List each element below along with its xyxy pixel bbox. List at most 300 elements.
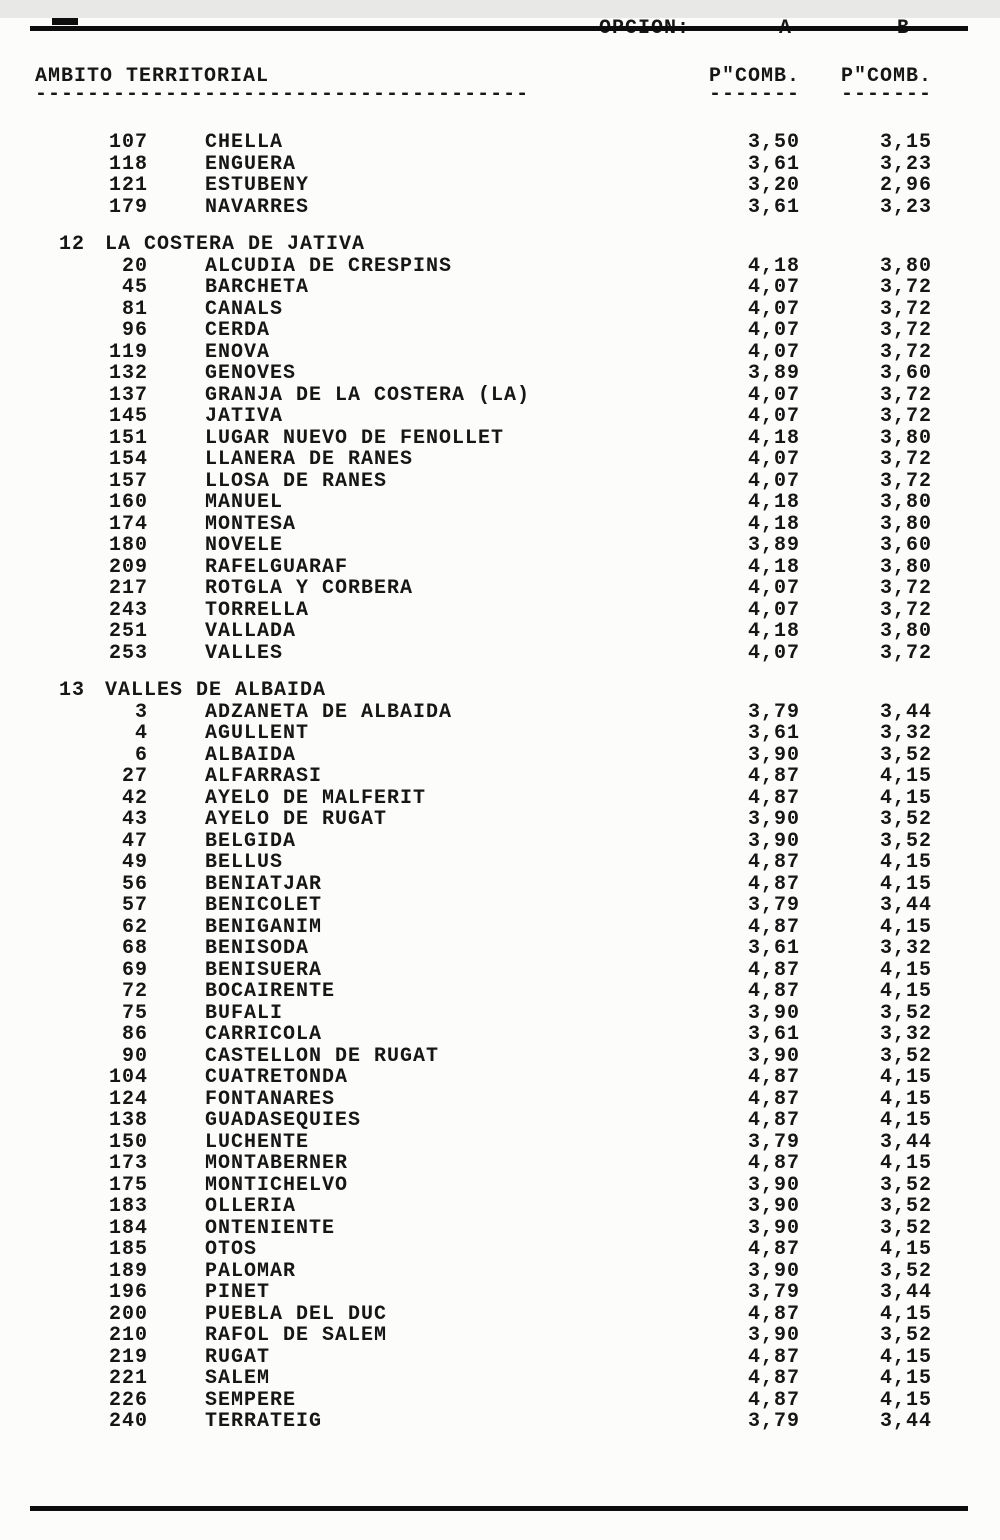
table-row	[35, 938, 932, 960]
value-option-b: 4,15	[879, 765, 932, 788]
value-option-b: 3,23	[879, 195, 932, 219]
table-row	[35, 1003, 932, 1025]
table-row	[35, 600, 932, 622]
municipality-code: 27	[121, 765, 148, 788]
municipality-name: LLANERA DE RANES	[205, 448, 414, 471]
municipality-name: BARCHETA	[205, 276, 310, 299]
municipality-code: 137	[108, 383, 148, 407]
municipality-name: MONTICHELVO	[205, 1173, 349, 1197]
table-row	[35, 981, 932, 1003]
value-option-a: 4,07	[747, 276, 800, 299]
municipality-name: OTOS	[205, 1238, 258, 1261]
municipality-name: ADZANETA DE ALBAIDA	[205, 700, 453, 724]
value-option-b: 3,60	[879, 362, 932, 385]
value-option-a: 4,07	[747, 641, 800, 665]
municipality-name: AYELO DE MALFERIT	[205, 786, 427, 810]
table-row	[35, 1175, 932, 1197]
value-option-b: 3,72	[879, 405, 932, 428]
table-row	[35, 745, 932, 767]
value-option-a: 3,89	[747, 534, 800, 557]
value-option-a: 4,87	[747, 1302, 800, 1326]
table-row	[35, 1024, 932, 1046]
table-row	[35, 320, 932, 342]
table-row	[35, 514, 932, 536]
value-option-b: 3,52	[879, 1259, 932, 1283]
municipality-name: ENOVA	[205, 340, 271, 364]
table-row	[35, 449, 932, 471]
table-row	[35, 643, 932, 665]
municipality-name: MONTABERNER	[205, 1152, 349, 1175]
value-option-b: 3,72	[879, 383, 932, 407]
col-b-underline: -------	[840, 83, 932, 106]
value-option-b: 3,32	[879, 1023, 932, 1046]
municipality-code: 96	[121, 319, 148, 342]
value-option-a: 4,87	[747, 1238, 800, 1261]
table-row	[35, 1067, 932, 1089]
table-row	[35, 621, 932, 643]
value-option-b: 3,52	[879, 1216, 932, 1240]
table-row	[35, 831, 932, 853]
value-option-a: 4,87	[747, 980, 800, 1003]
value-option-a: 3,79	[747, 1410, 800, 1433]
municipality-code: 47	[121, 829, 148, 853]
municipality-code: 179	[108, 195, 148, 219]
municipality-name: ROTGLA Y CORBERA	[205, 577, 414, 600]
municipality-name: MANUEL	[205, 491, 284, 514]
value-option-a: 3,61	[747, 722, 800, 745]
value-option-a: 4,87	[747, 958, 800, 982]
municipality-name: LLOSA DE RANES	[205, 469, 388, 493]
value-option-b: 3,80	[879, 555, 932, 579]
group-code: 13	[58, 679, 85, 702]
table-row	[35, 1390, 932, 1412]
value-option-a: 3,90	[747, 1324, 800, 1347]
table-row	[35, 809, 932, 831]
value-option-b: 4,15	[879, 958, 932, 982]
table-row	[35, 175, 932, 197]
municipality-name: ENGUERA	[205, 152, 297, 176]
value-option-b: 3,52	[879, 808, 932, 831]
value-option-b: 3,52	[879, 1195, 932, 1218]
table-row	[35, 1282, 932, 1304]
municipality-code: 3	[134, 700, 148, 724]
territory-table	[35, 132, 932, 1433]
value-option-a: 4,87	[747, 1087, 800, 1111]
value-option-b: 4,15	[879, 980, 932, 1003]
value-option-a: 4,87	[747, 1388, 800, 1412]
value-option-b: 3,80	[879, 254, 932, 278]
value-option-a: 4,87	[747, 1345, 800, 1369]
municipality-code: 180	[108, 534, 148, 557]
municipality-name: TORRELLA	[205, 598, 310, 622]
value-option-b: 3,72	[879, 319, 932, 342]
value-option-b: 4,15	[879, 915, 932, 939]
value-option-b: 3,52	[879, 1173, 932, 1197]
table-row	[35, 1325, 932, 1347]
municipality-name: BENIGANIM	[205, 915, 323, 939]
municipality-name: OLLERIA	[205, 1195, 297, 1218]
municipality-name: PUEBLA DEL DUC	[205, 1302, 388, 1326]
municipality-name: VALLADA	[205, 620, 297, 643]
table-row	[35, 299, 932, 321]
table-row	[35, 960, 932, 982]
municipality-name: LUGAR NUEVO DE FENOLLET	[205, 426, 505, 450]
value-option-a: 4,18	[747, 254, 800, 278]
municipality-code: 62	[121, 915, 148, 939]
municipality-code: 4	[134, 722, 148, 745]
value-option-b: 3,44	[879, 1410, 932, 1433]
value-option-b: 4,15	[879, 1066, 932, 1089]
municipality-code: 184	[108, 1216, 148, 1240]
group-code: 12	[58, 233, 85, 256]
column-underline-row	[35, 83, 932, 106]
municipality-name: NAVARRES	[205, 195, 310, 219]
municipality-name: BELGIDA	[205, 829, 297, 853]
col-b-header: P"COMB.	[840, 64, 932, 88]
scan-artifact	[52, 18, 78, 25]
group-header	[35, 680, 932, 702]
table-row	[35, 154, 932, 176]
table-row	[35, 702, 932, 724]
value-option-b: 3,80	[879, 620, 932, 643]
municipality-code: 121	[108, 174, 148, 197]
value-option-b: 3,80	[879, 512, 932, 536]
value-option-b: 3,72	[879, 448, 932, 471]
value-option-b: 4,15	[879, 1388, 932, 1412]
table-row	[35, 895, 932, 917]
value-option-b: 3,52	[879, 743, 932, 767]
value-option-a: 3,90	[747, 1195, 800, 1218]
table-row	[35, 1132, 932, 1154]
municipality-code: 154	[108, 448, 148, 471]
value-option-b: 3,44	[879, 1130, 932, 1154]
municipality-code: 119	[108, 340, 148, 364]
municipality-code: 174	[108, 512, 148, 536]
value-option-a: 3,20	[747, 174, 800, 197]
value-option-a: 3,61	[747, 937, 800, 960]
municipality-name: RAFOL DE SALEM	[205, 1324, 388, 1347]
municipality-code: 196	[108, 1281, 148, 1304]
value-option-a: 3,61	[747, 1023, 800, 1046]
value-option-b: 3,80	[879, 426, 932, 450]
table-row	[35, 874, 932, 896]
municipality-name: NOVELE	[205, 534, 284, 557]
value-option-b: 3,44	[879, 894, 932, 917]
municipality-code: 118	[108, 152, 148, 176]
municipality-name: PINET	[205, 1281, 271, 1304]
municipality-code: 145	[108, 405, 148, 428]
value-option-a: 4,87	[747, 1152, 800, 1175]
municipality-code: 132	[108, 362, 148, 385]
municipality-code: 45	[121, 276, 148, 299]
municipality-code: 57	[121, 894, 148, 917]
value-option-a: 3,90	[747, 1001, 800, 1025]
municipality-name: SALEM	[205, 1367, 271, 1390]
value-option-b: 4,15	[879, 1302, 932, 1326]
municipality-code: 42	[121, 786, 148, 810]
municipality-code: 253	[108, 641, 148, 665]
value-option-a: 4,87	[747, 915, 800, 939]
table-row	[35, 385, 932, 407]
municipality-code: 209	[108, 555, 148, 579]
value-option-b: 3,72	[879, 276, 932, 299]
municipality-name: BELLUS	[205, 851, 284, 874]
municipality-code: 175	[108, 1173, 148, 1197]
value-option-a: 4,87	[747, 786, 800, 810]
value-option-a: 4,07	[747, 448, 800, 471]
value-option-a: 4,07	[747, 340, 800, 364]
table-row	[35, 1196, 932, 1218]
value-option-a: 4,18	[747, 555, 800, 579]
municipality-name: BUFALI	[205, 1001, 284, 1025]
value-option-a: 3,90	[747, 808, 800, 831]
municipality-code: 107	[108, 131, 148, 154]
municipality-name: RUGAT	[205, 1345, 271, 1369]
municipality-name: BOCAIRENTE	[205, 980, 336, 1003]
value-option-a: 3,90	[747, 1216, 800, 1240]
top-rule	[30, 26, 968, 31]
value-option-b: 3,72	[879, 577, 932, 600]
value-option-a: 4,87	[747, 1109, 800, 1132]
table-row	[35, 766, 932, 788]
municipality-code: 138	[108, 1109, 148, 1132]
value-option-b: 3,52	[879, 1324, 932, 1347]
municipality-name: VALLES	[205, 641, 284, 665]
municipality-name: JATIVA	[205, 405, 284, 428]
municipality-code: 81	[121, 297, 148, 321]
value-option-b: 3,72	[879, 598, 932, 622]
municipality-code: 217	[108, 577, 148, 600]
value-option-a: 4,07	[747, 577, 800, 600]
value-option-b: 3,72	[879, 340, 932, 364]
table-row	[35, 1411, 932, 1433]
value-option-b: 3,32	[879, 722, 932, 745]
municipality-code: 185	[108, 1238, 148, 1261]
table-row	[35, 535, 932, 557]
municipality-name: ALCUDIA DE CRESPINS	[205, 254, 453, 278]
table-row	[35, 256, 932, 278]
value-option-a: 4,07	[747, 297, 800, 321]
value-option-b: 3,15	[879, 131, 932, 154]
table-row	[35, 363, 932, 385]
value-option-b: 2,96	[879, 174, 932, 197]
municipality-name: AYELO DE RUGAT	[205, 808, 388, 831]
table-row	[35, 1347, 932, 1369]
value-option-a: 4,07	[747, 405, 800, 428]
value-option-b: 3,23	[879, 152, 932, 176]
value-option-a: 4,87	[747, 1367, 800, 1390]
municipality-name: CUATRETONDA	[205, 1066, 349, 1089]
municipality-name: CHELLA	[205, 131, 284, 154]
table-row	[35, 1239, 932, 1261]
value-option-a: 4,18	[747, 426, 800, 450]
municipality-name: PALOMAR	[205, 1259, 297, 1283]
value-option-a: 4,07	[747, 469, 800, 493]
value-option-a: 3,79	[747, 894, 800, 917]
municipality-name: CERDA	[205, 319, 271, 342]
table-row	[35, 197, 932, 219]
value-option-a: 4,87	[747, 851, 800, 874]
value-option-b: 3,52	[879, 1001, 932, 1025]
table-row	[35, 1153, 932, 1175]
value-option-a: 4,87	[747, 1066, 800, 1089]
value-option-b: 3,72	[879, 641, 932, 665]
municipality-name: ESTUBENY	[205, 174, 310, 197]
group-header	[35, 234, 932, 256]
municipality-name: AGULLENT	[205, 722, 310, 745]
value-option-b: 4,15	[879, 1152, 932, 1175]
municipality-code: 183	[108, 1195, 148, 1218]
municipality-code: 221	[108, 1367, 148, 1390]
value-option-b: 4,15	[879, 1238, 932, 1261]
table-row	[35, 852, 932, 874]
table-row	[35, 1261, 932, 1283]
value-option-a: 4,18	[747, 620, 800, 643]
value-option-a: 4,18	[747, 512, 800, 536]
value-option-a: 4,07	[747, 383, 800, 407]
value-option-b: 3,60	[879, 534, 932, 557]
value-option-a: 4,07	[747, 319, 800, 342]
value-option-a: 4,18	[747, 491, 800, 514]
municipality-code: 43	[121, 808, 148, 831]
value-option-b: 3,72	[879, 297, 932, 321]
municipality-name: GRANJA DE LA COSTERA (LA)	[205, 383, 531, 407]
municipality-code: 210	[108, 1324, 148, 1347]
municipality-name: RAFELGUARAF	[205, 555, 349, 579]
bottom-rule	[30, 1506, 968, 1511]
municipality-code: 69	[121, 958, 148, 982]
territory-underline: --------------------------------------	[35, 83, 530, 106]
table-row	[35, 1218, 932, 1240]
municipality-code: 189	[108, 1259, 148, 1283]
municipality-name: BENICOLET	[205, 894, 323, 917]
table-row	[35, 132, 932, 154]
value-option-a: 3,90	[747, 1173, 800, 1197]
municipality-code: 200	[108, 1302, 148, 1326]
municipality-code: 49	[121, 851, 148, 874]
value-option-a: 3,79	[747, 700, 800, 724]
municipality-name: MONTESA	[205, 512, 297, 536]
document-page	[0, 18, 1000, 1540]
municipality-code: 104	[108, 1066, 148, 1089]
municipality-code: 251	[108, 620, 148, 643]
municipality-name: CASTELLON DE RUGAT	[205, 1044, 440, 1068]
municipality-name: BENISODA	[205, 937, 310, 960]
value-option-a: 3,90	[747, 1259, 800, 1283]
municipality-code: 157	[108, 469, 148, 493]
municipality-code: 56	[121, 872, 148, 896]
municipality-code: 124	[108, 1087, 148, 1111]
value-option-b: 4,15	[879, 1345, 932, 1369]
value-option-a: 3,90	[747, 829, 800, 853]
table-row	[35, 917, 932, 939]
municipality-code: 68	[121, 937, 148, 960]
value-option-a: 3,90	[747, 1044, 800, 1068]
value-option-b: 3,80	[879, 491, 932, 514]
value-option-b: 4,15	[879, 1109, 932, 1132]
value-option-b: 4,15	[879, 851, 932, 874]
value-option-a: 3,89	[747, 362, 800, 385]
municipality-name: FONTANARES	[205, 1087, 336, 1111]
municipality-code: 240	[108, 1410, 148, 1433]
table-row	[35, 578, 932, 600]
table-row	[35, 1046, 932, 1068]
table-row	[35, 1368, 932, 1390]
value-option-a: 4,87	[747, 872, 800, 896]
value-option-a: 4,07	[747, 598, 800, 622]
table-row	[35, 1089, 932, 1111]
municipality-code: 6	[134, 743, 148, 767]
value-option-b: 3,72	[879, 469, 932, 493]
table-row	[35, 723, 932, 745]
table-row	[35, 277, 932, 299]
value-option-b: 4,15	[879, 786, 932, 810]
table-row	[35, 557, 932, 579]
municipality-name: ALFARRASI	[205, 765, 323, 788]
municipality-name: GUADASEQUIES	[205, 1109, 362, 1132]
value-option-b: 3,32	[879, 937, 932, 960]
col-a-header: P"COMB.	[708, 64, 800, 88]
value-option-a: 3,90	[747, 743, 800, 767]
value-option-b: 3,44	[879, 700, 932, 724]
group-title: VALLES DE ALBAIDA	[105, 679, 327, 702]
territory-header-label: AMBITO TERRITORIAL	[35, 64, 270, 88]
value-option-b: 3,52	[879, 1044, 932, 1068]
value-option-a: 3,50	[747, 131, 800, 154]
municipality-name: BENIATJAR	[205, 872, 323, 896]
value-option-a: 3,61	[747, 195, 800, 219]
municipality-code: 219	[108, 1345, 148, 1369]
municipality-code: 173	[108, 1152, 148, 1175]
municipality-code: 90	[121, 1044, 148, 1068]
municipality-code: 160	[108, 491, 148, 514]
table-row	[35, 788, 932, 810]
municipality-code: 86	[121, 1023, 148, 1046]
table-row	[35, 471, 932, 493]
municipality-name: GENOVES	[205, 362, 297, 385]
value-option-b: 3,52	[879, 829, 932, 853]
value-option-b: 3,44	[879, 1281, 932, 1304]
municipality-code: 243	[108, 598, 148, 622]
municipality-code: 226	[108, 1388, 148, 1412]
municipality-name: ONTENIENTE	[205, 1216, 336, 1240]
municipality-name: LUCHENTE	[205, 1130, 310, 1154]
table-row	[35, 428, 932, 450]
value-option-a: 4,87	[747, 765, 800, 788]
municipality-name: CANALS	[205, 297, 284, 321]
col-a-underline: -------	[708, 83, 800, 106]
group-title: LA COSTERA DE JATIVA	[105, 233, 366, 256]
value-option-b: 4,15	[879, 872, 932, 896]
municipality-name: TERRATEIG	[205, 1410, 323, 1433]
value-option-a: 3,79	[747, 1281, 800, 1304]
municipality-code: 20	[121, 254, 148, 278]
municipality-name: CARRICOLA	[205, 1023, 323, 1046]
value-option-a: 3,61	[747, 152, 800, 176]
table-row	[35, 1110, 932, 1132]
value-option-b: 4,15	[879, 1367, 932, 1390]
municipality-code: 150	[108, 1130, 148, 1154]
table-row	[35, 492, 932, 514]
value-option-a: 3,79	[747, 1130, 800, 1154]
table-row	[35, 342, 932, 364]
municipality-code: 72	[121, 980, 148, 1003]
value-option-b: 4,15	[879, 1087, 932, 1111]
table-row	[35, 406, 932, 428]
municipality-code: 75	[121, 1001, 148, 1025]
municipality-name: BENISUERA	[205, 958, 323, 982]
municipality-code: 151	[108, 426, 148, 450]
